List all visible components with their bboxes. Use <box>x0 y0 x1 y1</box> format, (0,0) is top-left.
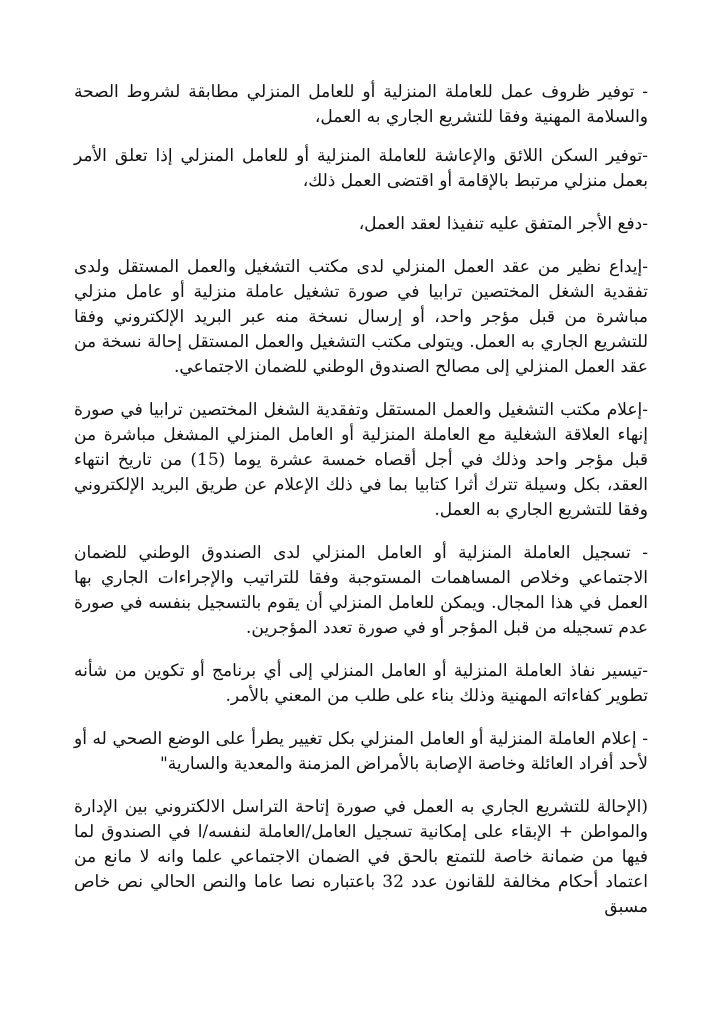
paragraph-electronic-referral-note: (الإحالة للتشريع الجاري به العمل في صورة إتاحة التراسل الالكتروني بين الإدارة والمواطن + الإبقاء على إمكانية تسجيل العامل/العاملة لنفسه/ا في الصندوق لما فيها من ضمانة خاصة للتمتع بالحق في الضمان الاجتماعي علما وانه لا مانع من اعتماد أحكام مخالفة للقانون عدد 32 باعتباره نصا عاما والنص الحالي نص خاص مسبق <box>74 797 648 917</box>
paragraph-social-security-registration: - تسجيل العاملة المنزلية أو العامل المنزلي لدى الصندوق الوطني للضمان الاجتماعي وخلاص المساهمات المستوجبة وفقا للتراتيب والإجراءات الجاري بها العمل في هذا المجال. ويمكن للعامل المنزلي أن يقوم بالتسجيل بنفسه في صورة عدم تسجيله من قبل المؤجر أو في صورة تعدد المؤجرين. <box>74 543 648 638</box>
paragraph-training-access: -تيسير نفاذ العاملة المنزلية أو العامل المنزلي إلى أي برنامج أو تكوين من شأنه تطوير كفاءاته المهنية وذلك بناء على طلب من المعني بالأمر. <box>74 661 648 706</box>
paragraph-health-change-notice: - إعلام العاملة المنزلية أو العامل المنزلي بكل تغيير يطرأ على الوضع الصحي له أو لأحد أفراد العائلة وخاصة الإصابة بالأمراض المزمنة والمعدية والسارية" <box>74 729 648 774</box>
document-page <box>74 80 648 938</box>
paragraph-wage: -دفع الأجر المتفق عليه تنفيذا لعقد العمل، <box>358 214 648 234</box>
paragraph-health-safety: - توفير ظروف عمل للعاملة المنزلية أو للعامل المنزلي مطابقة لشروط الصحة والسلامة المهنية وفقا للتشريع الجاري به العمل، <box>74 82 648 127</box>
paragraph-contract-deposit: -إيداع نظير من عقد العمل المنزلي لدى مكتب التشغيل والعمل المستقل ولدى تفقدية الشغل المختصين ترابيا في صورة تشغيل عاملة منزلية أو عامل منزلي مباشرة من قبل مؤجر واحد، أو إرسال نسخة منه عبر البريد الإلكتروني وفقا للتشريع الجاري به العمل. ويتولى مكتب التشغيل والعمل المستقل إحالة نسخة من عقد العمل المنزلي إلى مصالح الصندوق الوطني للضمان الاجتماعي. <box>74 257 648 377</box>
paragraph-housing: -توفير السكن اللائق والإعاشة للعاملة المنزلية أو للعامل المنزلي إذا تعلق الأمر بعمل منزلي مرتبط بالإقامة أو اقتضى العمل ذلك، <box>74 146 648 191</box>
paragraph-termination-notice: -إعلام مكتب التشغيل والعمل المستقل وتفقدية الشغل المختصين ترابيا في صورة إنهاء العلاقة الشغلية مع العاملة المنزلية أو العامل المنزلي المشغل مباشرة من قبل مؤجر واحد وذلك في أجل أقصاه خمسة عشرة يوما (15) من تاريخ انتهاء العقد، بكل وسيلة تترك أثرا كتابيا بما في ذلك الإعلام عن طريق البريد الإلكتروني وفقا للتشريع الجاري به العمل. <box>74 400 648 520</box>
